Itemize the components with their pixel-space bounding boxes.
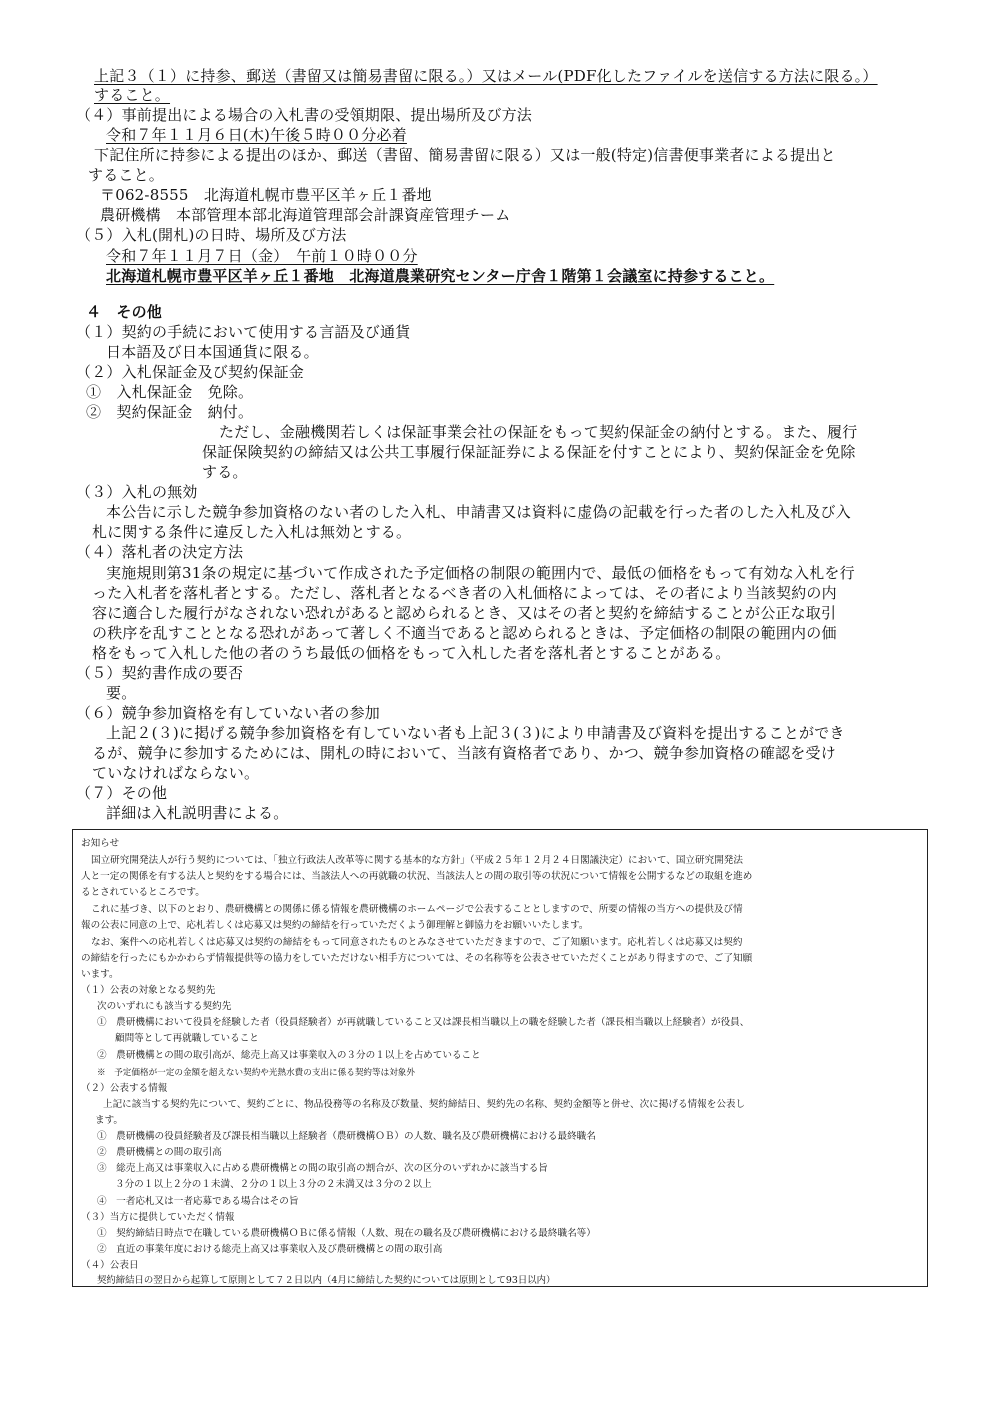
item4-body-line: すること。 [88,166,165,184]
opening-datetime: 令和７年１１月７日（金） 午前１０時００分 [106,247,418,265]
submission-method-line: すること。 [94,86,171,104]
contract-bond-note: する。 [202,463,248,481]
item-body: 格をもって入札した他の者のうち最低の価格をもって入札した者を落札者とすることがある。 [92,644,731,662]
section4-heading: ４ その他 [86,303,163,321]
item-body: 実施規則第31条の規定に基づいて作成された予定価格の制限の範囲内で、最低の価格をもって有効な入札を行 [106,564,855,582]
deadline-text: 令和７年１１月６日(木)午後５時００分必着 [106,126,407,144]
item-heading: （２）入札保証金及び契約保証金 [76,363,305,381]
notice-paragraph-line: 人と一定の関係を有する法人と契約をする場合には、当該法人への再就職の状況、当該法人との間の取引等の状況について情報を公開するなどの取組を進め [81,871,753,882]
notice-line: ② 直近の事業年度における総売上高又は事業収入及び農研機構との間の取引高 [97,1244,443,1255]
item-heading: （６）競争参加資格を有していない者の参加 [76,704,381,722]
notice-line: ます。 [95,1115,124,1126]
notice-section-heading: （３）当方に提供していただく情報 [81,1212,235,1223]
postal-address: 〒062-8555 北海道札幌市豊平区羊ヶ丘１番地 [100,186,432,204]
notice-line: ① 契約締結日時点で在職している農研機構ＯＢに係る情報（人数、現在の職名及び農研機構における最終職名等） [97,1228,596,1239]
item-body: ていなければならない。 [92,764,260,782]
item-body: 本公告に示した競争参加資格のない者のした入札、申請書又は資料に虚偽の記載を行った者のした入札及び入 [106,503,851,521]
item-body: 詳細は入札説明書による。 [106,804,289,822]
contract-bond-note: ただし、金融機関若しくは保証事業会社の保証をもって契約保証金の納付とする。また、履行 [219,423,858,441]
notice-section-heading: （４）公表日 [81,1260,139,1271]
notice-line: ３分の１以上２分の１未満、２分の１以上３分の２未満又は３分の２以上 [115,1179,432,1190]
notice-line: ② 農研機構との間の取引高が、総売上高又は事業収入の３分の１以上を占めていること [97,1050,481,1061]
notice-title: お知らせ [81,838,120,849]
notice-footnote: ※ 予定価格が一定の金額を超えない契約や光熱水費の支出に係る契約等は対象外 [97,1068,415,1078]
notice-line: 顧問等として再就職していること [115,1033,259,1044]
notice-line: ④ 一者応札又は一者応募である場合はその旨 [97,1196,299,1207]
submission-method-line: 上記３（１）に持参、郵送（書留又は簡易書留に限る。）又はメール(PDF化したファイルを送信する方法に限る。） [94,67,878,85]
item-heading: （４）落札者の決定方法 [76,543,244,561]
item-body: 日本語及び日本国通貨に限る。 [106,343,319,361]
opening-place: 北海道札幌市豊平区羊ヶ丘１番地 北海道農業研究センター庁舎１階第１会議室に持参すること。 [106,267,775,285]
item-heading: （３）入札の無効 [76,483,198,501]
item-heading: （５）契約書作成の要否 [76,664,244,682]
notice-section-heading: （２）公表する情報 [81,1083,168,1094]
notice-line: ① 農研機構において役員を経験した者（役員経験者）が再就職していること又は課長相当職以上の職を経験した者（課長相当職以上経験者）が役員、 [97,1017,750,1028]
notice-paragraph-line: これに基づき、以下のとおり、農研機構との関係に係る情報を農研機構のホームページで公表することとしますので、所要の情報の当方への提供及び情 [91,904,743,915]
item-body: の秩序を乱すこととなる恐れがあって著しく不適当であると認められるときは、予定価格の制限の範囲内の価 [92,624,837,642]
item-body: るが、競争に参加するためには、開札の時において、当該有資格者であり、かつ、競争参加資格の確認を受け [92,744,836,762]
notice-line: 契約締結日の翌日から起算して原則として７２日以内（4月に締結した契約については原則として93日以内） [97,1275,556,1286]
notice-paragraph-line: 国立研究開発法人が行う契約については、「独立行政法人改革等に関する基本的な方針」（平成２５年１２月２４日閣議決定）において、国立研究開発法 [91,855,743,866]
notice-paragraph-line: います。 [81,969,119,980]
notice-box [72,829,928,1287]
item-body: 上記２(３)に掲げる競争参加資格を有していない者も上記３(３)により申請書及び資料を提出することができ [106,724,845,742]
notice-line: 上記に該当する契約先について、契約ごとに、物品役務等の名称及び数量、契約締結日、契約先の名称、契約金額等と併せ、次に掲げる情報を公表し [103,1099,746,1110]
item-body: 要。 [106,684,137,702]
contract-bond-line: ② 契約保証金 納付。 [86,403,254,421]
notice-line: 次のいずれにも該当する契約先 [97,1001,232,1012]
notice-line: ③ 総売上高又は事業収入に占める農研機構との間の取引高の割合が、次の区分のいずれかに該当する旨 [97,1163,548,1174]
notice-section-heading: （１）公表の対象となる契約先 [81,985,216,996]
item4-body-line: 下記住所に持参による提出のほか、郵送（書留、簡易書留に限る）又は一般(特定)信書便事業者による提出と [94,146,836,164]
contract-bond-note: 保証保険契約の締結又は公共工事履行保証証券による保証を付すことにより、契約保証金を免除 [202,443,856,461]
notice-paragraph-line: 報の公表に同意の上で、応札若しくは応募又は契約の締結を行っていただくよう御理解と御協力をお願いいたします。 [81,920,589,931]
item-body: 札に関する条件に違反した入札は無効とする。 [92,523,412,541]
notice-line: ① 農研機構の役員経験者及び課長相当職以上経験者（農研機構ＯＢ）の人数、職名及び農研機構における最終職名 [97,1131,596,1142]
item-body: った入札者を落札者とする。ただし、落札者となるべき者の入札価格によっては、その者により当該契約の内 [92,584,837,602]
notice-paragraph-line: の締結を行ったにもかかわらず情報提供等の協力をしていただけない相手方については、その名称等を公表させていただくことがあり得ますので、ご了知願 [81,953,753,964]
item-heading: （１）契約の手続において使用する言語及び通貨 [76,323,411,341]
bid-bond-line: ① 入札保証金 免除。 [86,383,254,401]
item-body: 容に適合した履行がなされない恐れがあると認められるとき、又はその者と契約を締結することが公正な取引 [92,604,837,622]
item-heading: （７）その他 [76,784,168,802]
item4-heading: （４）事前提出による場合の入札書の受領期限、提出場所及び方法 [76,106,533,124]
item5-heading: （５）入札(開札)の日時、場所及び方法 [76,226,347,244]
organization-name: 農研機構 本部管理本部北海道管理部会計課資産管理チーム [100,206,511,224]
notice-line: ② 農研機構との間の取引高 [97,1147,222,1158]
notice-paragraph-line: なお、案件への応札若しくは応募又は契約の締結をもって同意されたものとみなさせていただきますので、ご了知願います。応札若しくは応募又は契約 [91,937,743,948]
notice-paragraph-line: るとされているところです。 [81,887,205,898]
